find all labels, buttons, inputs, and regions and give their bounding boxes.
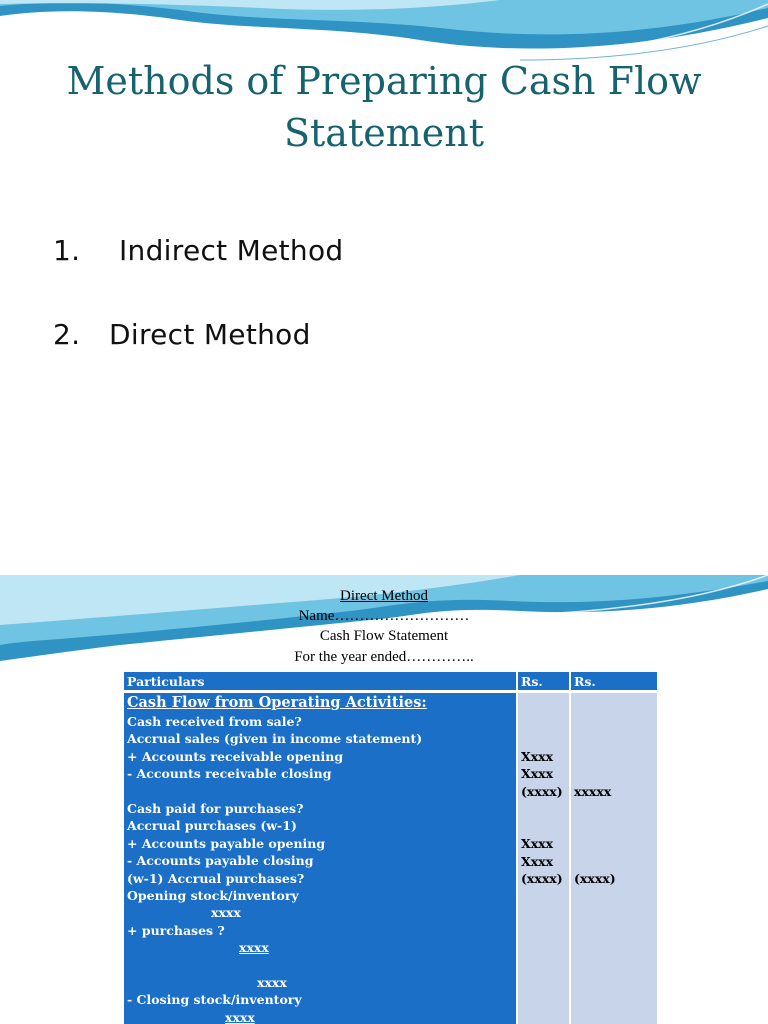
amount-cell: (xxxx) [574, 870, 616, 886]
header-rs: Rs. [571, 672, 657, 693]
slide-title-line-1: Methods of Preparing Cash Flow [66, 59, 702, 103]
slide-title-line-2: Statement [284, 111, 484, 155]
statement-title: Cash Flow Statement [319, 628, 449, 644]
rs-column-1 [518, 693, 569, 1024]
year-line: For the year ended………….. [294, 649, 474, 665]
header-rs: Rs. [518, 672, 569, 693]
list-item-label: Direct Method [109, 318, 311, 351]
amount-cell: Xxxx [521, 749, 554, 764]
amount-cell: (xxxx) [521, 870, 563, 886]
amount-cell: xxxxx [574, 783, 612, 799]
amount-cell: Xxxx [521, 853, 554, 869]
particulars-line: Cash received from sale? [127, 714, 302, 729]
table-header-row [124, 672, 657, 693]
particulars-line: Opening stock/inventory [127, 887, 299, 903]
name-line: Name……………………… [298, 608, 470, 624]
section-heading: Cash Flow from Operating Activities: [127, 694, 427, 711]
amount-cell: Xxxx [521, 766, 554, 782]
particulars-line: - Accounts payable closing [127, 853, 314, 869]
list-item [53, 318, 311, 351]
particulars-line: xxxx [225, 1009, 255, 1024]
particulars-line: Accrual purchases (w-1) [127, 818, 297, 834]
particulars-line [127, 956, 513, 973]
particulars-line: xxxx [257, 974, 287, 990]
list-item-number: 1. [53, 234, 81, 267]
list-item-label: Indirect Method [119, 234, 344, 267]
rs-column-2 [571, 693, 657, 1024]
particulars-line: - Accounts receivable closing [127, 766, 332, 782]
list-item-number: 2. [53, 318, 81, 351]
particulars-cell [124, 693, 516, 1024]
particulars-line: + purchases ? [127, 922, 225, 938]
amount-cell: (xxxx) [521, 783, 563, 799]
particulars-line: + Accounts receivable opening [127, 748, 344, 764]
header-particulars: Particulars [124, 672, 516, 693]
particulars-line: Cash paid for purchases? [127, 800, 304, 816]
amount-cell: Xxxx [521, 836, 554, 852]
particulars-line [127, 783, 513, 800]
particulars-line: xxxx [211, 905, 241, 921]
particulars-line: (w-1) Accrual purchases? [127, 870, 305, 886]
slide-2 [0, 575, 768, 1024]
particulars-line: - Closing stock/inventory [127, 992, 302, 1008]
particulars-line: Accrual sales (given in income statement) [127, 731, 423, 747]
particulars-line: + Accounts payable opening [127, 835, 326, 851]
particulars-line: xxxx [239, 940, 269, 956]
list-item [53, 234, 343, 267]
cash-flow-table [122, 672, 659, 1024]
table-row [124, 693, 657, 1024]
document-heading: Direct Method [340, 588, 428, 604]
